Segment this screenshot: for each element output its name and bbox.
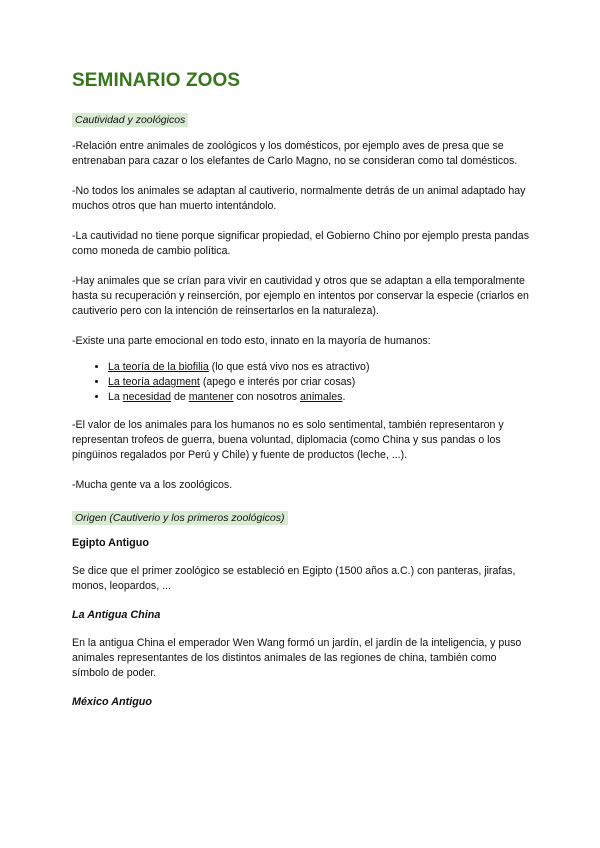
mantener-word: mantener [188,391,234,403]
heading-china: La Antigua China [72,609,161,621]
paragraph-valor: -El valor de los animales para los humanos no es solo sentimental, también representaron y representan trofeos de guerra, buena voluntad, diplomacia (como China y sus pandas o los pingüinos regalados por Perú y Chile) y fuente de productos (leche, ...). [72,419,504,461]
emotional-bullet-list [72,360,532,405]
paragraph-egipto: Se dice que el primer zoológico se estableció en Egipto (1500 años a.C.) con panteras, jirafas, monos, leopardos, ... [72,565,516,592]
paragraph-emocional: -Existe una parte emocional en todo esto, innato en la mayoría de humanos: [72,335,431,347]
section-label-origen: Origen (Cautiverio y los primeros zoológicos) [72,511,288,525]
biofilia-link[interactable]: La teoría de la biofilia [108,361,209,373]
paragraph-china: En la antigua China el emperador Wen Wang formó un jardín, el jardín de la inteligencia, y puso animales representantes de los distintos animales de las regiones de china, también como símbolo de poder. [72,637,522,679]
document-page [72,70,532,723]
animales-word: animales [300,391,343,403]
list-item: • La teoría de la biofilia (lo que está vivo nos es atractivo) [108,360,532,375]
heading-egipto: Egipto Antiguo [72,537,149,549]
paragraph-propiedad: -La cautividad no tiene porque significar propiedad, el Gobierno Chino por ejemplo presta pandas como moneda de cambio política. [72,230,530,257]
section-label-cautividad: Cautividad y zoológicos [72,113,188,127]
heading-mexico: México Antiguo [72,696,152,708]
document-title: SEMINARIO ZOOS [72,70,241,91]
paragraph-crianza: -Hay animales que se crían para vivir en cautividad y otros que se adaptan a ella temporalmente hasta su recuperación y reinserción, por ejemplo en intentos por conservar la especie (criarlos en cautiverio pero con la intención de reinsertarlos en la naturaleza). [72,275,529,317]
paragraph-relacion: -Relación entre animales de zoológicos y los domésticos, por ejemplo aves de presa que se entrenaban para cazar o los elefantes de Carlo Magno, no se consideran como tal domésticos. [72,140,518,167]
list-item: • La teoría adagment (apego e interés por criar cosas) [108,375,532,390]
paragraph-mucha-gente: -Mucha gente va a los zoológicos. [72,479,233,491]
list-item: • La necesidad de mantener con nosotros animales. [108,390,532,405]
necesidad-word: necesidad [122,391,172,403]
paragraph-adaptacion: -No todos los animales se adaptan al cautiverio, normalmente detrás de un animal adaptado hay muchos otros que han muerto intentándolo. [72,185,526,212]
adagment-link[interactable]: La teoría adagment [108,376,200,388]
